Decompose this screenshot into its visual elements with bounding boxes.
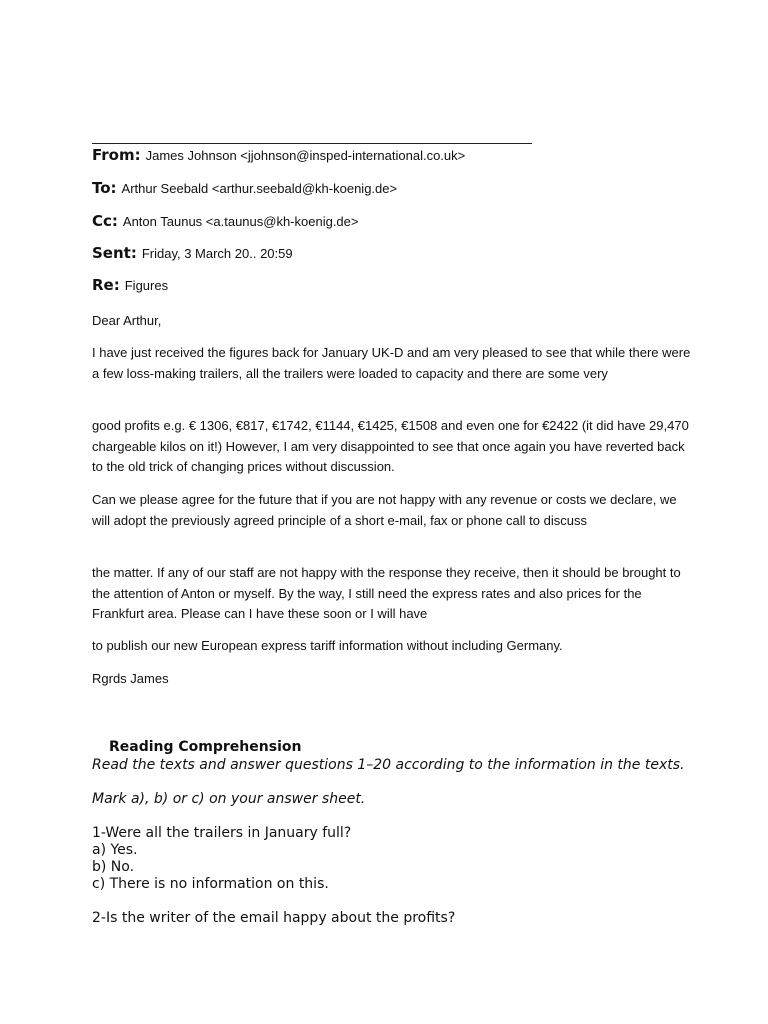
email-paragraph-1: I have just received the figures back for January UK-D and am very pleased to see that while there were a few loss-making trailers, all the trailers were loaded to capacity and there are some very (92, 345, 691, 381)
from-label: From: (92, 146, 141, 164)
email-paragraph-3: Can we please agree for the future that if you are not happy with any revenue or costs we declare, we will adopt the previously agreed principle of a short e-mail, fax or phone call to discuss (92, 492, 677, 528)
to-label: To: (92, 179, 117, 197)
cc-line (92, 212, 358, 230)
header-divider (92, 143, 532, 144)
to-line (92, 179, 397, 197)
sent-label: Sent: (92, 244, 137, 262)
email-paragraph-5: to publish our new European express tariff information without including Germany. (92, 638, 563, 653)
instruction-2: Mark a), b) or c) on your answer sheet. (92, 791, 366, 807)
question-1-option-c: c) There is no information on this. (92, 876, 329, 892)
email-signoff: Rgrds James (92, 671, 169, 686)
subject-label: Re: (92, 276, 120, 294)
instruction-1: Read the texts and answer questions 1–20 according to the information in the texts. (92, 757, 685, 773)
email-greeting: Dear Arthur, (92, 313, 162, 328)
subject-line (92, 276, 168, 294)
email-paragraph-2: good profits e.g. € 1306, €817, €1742, €1144, €1425, €1508 and even one for €2422 (it did have 29,470 chargeable kilos on it!) However, I am very disappointed to see that once again you have reverted back to the old trick of changing prices without discussion. (92, 418, 689, 475)
sent-value: Friday, 3 March 20.. 20:59 (141, 246, 293, 261)
question-1-option-a: a) Yes. (92, 842, 138, 858)
from-line (92, 146, 465, 164)
question-1: 1-Were all the trailers in January full? (92, 825, 352, 841)
cc-label: Cc: (92, 212, 118, 230)
to-value: Arthur Seebald <arthur.seebald@kh-koenig.de> (121, 181, 398, 196)
question-1-option-b: b) No. (92, 859, 135, 875)
email-paragraph-4: the matter. If any of our staff are not happy with the response they receive, then it should be brought to the attention of Anton or myself. By the way, I still need the express rates and also prices for the Frankfurt area. Please can I have these soon or I will have (92, 565, 681, 622)
cc-value: Anton Taunus <a.taunus@kh-koenig.de> (122, 214, 359, 229)
from-value: James Johnson <jjohnson@insped-international.co.uk> (145, 148, 466, 163)
question-2: 2-Is the writer of the email happy about the profits? (92, 910, 456, 926)
section-title: Reading Comprehension (109, 739, 302, 755)
subject-value: Figures (124, 278, 169, 293)
sent-line (92, 244, 293, 262)
